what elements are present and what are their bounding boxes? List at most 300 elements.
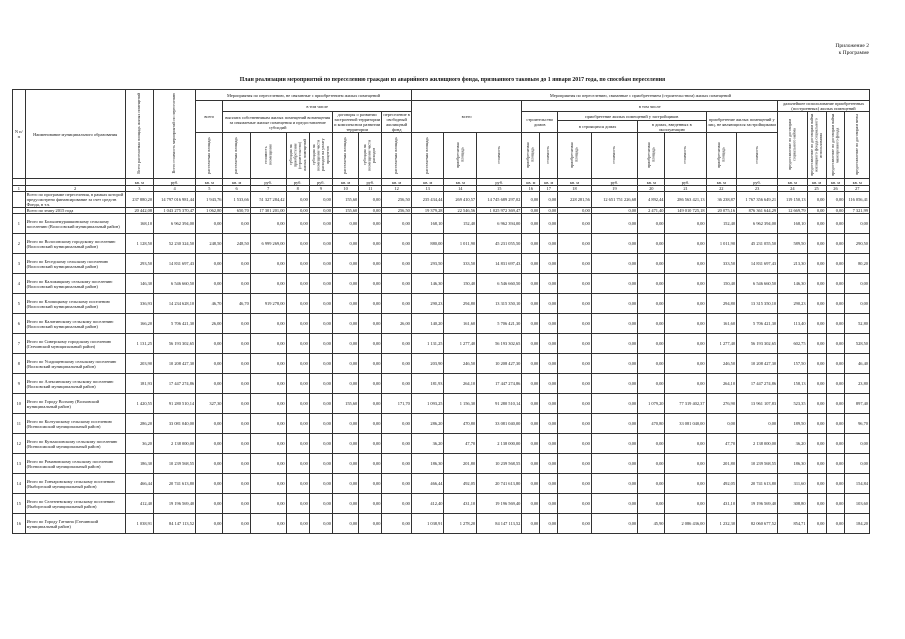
cell-col-13: 880,00: [411, 234, 444, 254]
cell-col-8: 0,00: [286, 414, 309, 434]
cell-col-5: 0,00: [196, 494, 223, 514]
cell-col-5: 0,00: [196, 454, 223, 474]
cell-col-4: 17 447 274,86: [154, 374, 196, 394]
units-row: [13, 179, 870, 186]
cell-col-3: 203,90: [125, 354, 153, 374]
cell-col-21: руб.: [665, 179, 706, 186]
cell-col-15: 2 138 000,00: [477, 434, 522, 454]
cell-col-6: кв. м: [223, 179, 250, 186]
header-f1: [778, 112, 807, 179]
cell-col-1: 14: [13, 474, 26, 494]
cell-col-27: 27: [845, 186, 870, 192]
cell-col-24: 311,60: [778, 474, 807, 494]
header-b-further: дальнейшее использование приобретенных (построенных) жилых помещений: [778, 101, 870, 112]
cell-col-13: 412,40: [411, 494, 444, 514]
cell-col-13: 1 093,25: [411, 394, 444, 414]
cell-col-22: 150,40: [706, 274, 737, 294]
cell-col-26: 0,00: [826, 354, 845, 374]
cell-col-5: 0,00: [196, 274, 223, 294]
cell-col-1: 4: [13, 274, 26, 294]
cell-col-24: 113,40: [778, 314, 807, 334]
cell-col-20: 470,80: [638, 414, 665, 434]
cell-col-26: 26: [826, 186, 845, 192]
cell-col-3: 181,93: [125, 374, 153, 394]
cell-col-11: 0,00: [359, 514, 382, 534]
cell-col-6: 0,00: [223, 334, 250, 354]
cell-col-20: 0,00: [638, 434, 665, 454]
cell-col-23: 876 361 644,29: [737, 208, 778, 214]
cell-col-19: 0,00: [591, 474, 637, 494]
cell-col-16: 0,00: [522, 394, 540, 414]
cell-col-17: 0,00: [540, 254, 558, 274]
header-f1-text: предоставление по договорам социального найма: [786, 119, 797, 170]
cell-col-14: 161,60: [444, 314, 477, 334]
cell-col-24: 189,50: [778, 414, 807, 434]
header-col7: [250, 133, 286, 179]
header-col5-text: расселяемая площадь: [205, 136, 211, 174]
cell-col-6: 0,00: [223, 414, 250, 434]
cell-col-27: 154,84: [845, 474, 870, 494]
cell-col-9: 0,00: [309, 474, 332, 494]
cell-col-3: 3: [125, 186, 153, 192]
cell-col-10: кв. м: [332, 179, 358, 186]
header-col12: [382, 133, 411, 179]
header-a-payments: выплата собственникам жилых помещений возмещения за изымаемые жилые помещения и предоставление субсидий: [223, 112, 332, 133]
cell-col-26: 0,00: [826, 494, 845, 514]
cell-col-24: кв. м: [778, 179, 807, 186]
cell-col-18: 0,00: [558, 208, 592, 214]
cell-col-23: 13 961 107,83: [737, 394, 778, 414]
cell-col-3: 466,44: [125, 474, 153, 494]
table-body: [13, 192, 870, 534]
header-col9-text: субсидия на возмещение части расходов на уплату процентов: [310, 138, 330, 172]
cell-col-19: 0,00: [591, 208, 637, 214]
cell-col-25: 0,00: [807, 454, 826, 474]
cell-col-16: 0,00: [522, 454, 540, 474]
cell-col-2: Итого по Беседскому сельскому поселению (Волосовский муниципальный район): [25, 254, 125, 274]
table-row: [13, 474, 870, 494]
cell-col-20: 0,00: [638, 374, 665, 394]
cell-col-21: 0,00: [665, 234, 706, 254]
cell-col-3: 1 128,50: [125, 234, 153, 254]
cell-col-7: 0,00: [250, 314, 286, 334]
cell-col-4: руб.: [154, 179, 196, 186]
cell-col-20: 0,00: [638, 254, 665, 274]
cell-col-11: 0,00: [359, 208, 382, 214]
cell-col-8: 8: [286, 186, 309, 192]
cell-col-20: 0,00: [638, 494, 665, 514]
cell-col-12: 0,00: [382, 474, 411, 494]
cell-col-23: 10 208 427,30: [737, 354, 778, 374]
cell-col-23: 1 767 356 649,21: [737, 192, 778, 208]
cell-col-25: 0,00: [807, 208, 826, 214]
cell-col-27: 23,80: [845, 374, 870, 394]
cell-col-20: 0,00: [638, 454, 665, 474]
document-title: План реализации мероприятий по переселению граждан из аварийного жилищного фонда, признанного таковым до 1 января 2017 года, по способам переселения: [239, 77, 666, 83]
cell-col-10: 0,00: [332, 414, 358, 434]
cell-col-18: 0,00: [558, 274, 592, 294]
cell-col-8: 0,00: [286, 434, 309, 454]
cell-col-16: 0,00: [522, 474, 540, 494]
cell-col-27: 0,00: [845, 294, 870, 314]
cell-col-19: 0,00: [591, 294, 637, 314]
cell-col-16: 0,00: [522, 514, 540, 534]
header-col10-text: расселяемая площадь: [342, 136, 348, 174]
cell-col-7: 0,00: [250, 494, 286, 514]
cell-col-7: 0,00: [250, 414, 286, 434]
cell-col-14: 1 278,20: [444, 514, 477, 534]
cell-col-27: 80,20: [845, 254, 870, 274]
cell-col-21: 0,00: [665, 494, 706, 514]
header-a-contracts: договоры о развитии застроенной территории и комплексном развитии территории: [334, 112, 381, 132]
cell-col-19: 19: [591, 186, 637, 192]
cell-col-9: 9: [309, 186, 332, 192]
cell-col-19: 0,00: [591, 354, 637, 374]
cell-col-21: 33 081 040,00: [665, 414, 706, 434]
header-col22-text: приобретаемая площадь: [715, 142, 726, 168]
cell-col-15: 5 706 421,30: [477, 314, 522, 334]
cell-col-15: 84 147 113,52: [477, 514, 522, 534]
cell-col-20: 0,00: [638, 274, 665, 294]
cell-col-25: 0,00: [807, 474, 826, 494]
header-col17-text: стоимость: [545, 146, 551, 164]
cell-col-17: 0,00: [540, 494, 558, 514]
cell-col-7: 0,00: [250, 334, 286, 354]
cell-col-16: 0,00: [522, 374, 540, 394]
cell-col-4: 14 234 628,10: [154, 294, 196, 314]
cell-col-1: 1: [13, 186, 26, 192]
cell-col-12: кв. м: [382, 179, 411, 186]
cell-col-5: 327,30: [196, 394, 223, 414]
table-row: [13, 294, 870, 314]
table-row: [13, 434, 870, 454]
table-row: [13, 234, 870, 254]
cell-col-7: 0,00: [250, 354, 286, 374]
cell-col-12: 0,00: [382, 434, 411, 454]
header-col12-text: расселяемая площадь: [393, 136, 399, 174]
cell-col-13: 293,50: [411, 254, 444, 274]
cell-col-2: Итого по Каложицкому сельскому поселению (Волосовский муниципальный район): [25, 274, 125, 294]
cell-col-27: 0,00: [845, 274, 870, 294]
cell-col-22: 431,10: [706, 494, 737, 514]
cell-col-10: 0,00: [332, 454, 358, 474]
cell-col-14: 431,10: [444, 494, 477, 514]
cell-col-19: 0,00: [591, 274, 637, 294]
cell-col-24: 146,30: [778, 274, 807, 294]
cell-col-17: 0,00: [540, 294, 558, 314]
cell-col-23: 13 315 350,10: [737, 294, 778, 314]
header-col23-text: стоимость: [753, 146, 759, 164]
cell-col-9: 0,00: [309, 192, 332, 208]
cell-col-16: 0,00: [522, 274, 540, 294]
cell-col-14: 264,10: [444, 374, 477, 394]
cell-col-19: 0,00: [591, 434, 637, 454]
cell-col-16: 0,00: [522, 254, 540, 274]
header-col13: [411, 133, 444, 179]
header-b-acq-other: приобретение жилых помещений у лиц, не являющихся застройщиками: [706, 112, 778, 133]
cell-col-15: 33 081 040,00: [477, 414, 522, 434]
header-b-in-ready: в домах, введенных в эксплуатацию: [638, 121, 706, 133]
cell-col-1: 12: [13, 434, 26, 454]
cell-col-12: 0,00: [382, 494, 411, 514]
cell-col-2: Итого по Городу Гатчина (Гатчинский муниципальный район): [25, 514, 125, 534]
cell-col-6: 0,00: [223, 394, 250, 414]
cell-col-11: 0,00: [359, 454, 382, 474]
cell-col-6: 0,00: [223, 454, 250, 474]
cell-col-24: 157,50: [778, 354, 807, 374]
cell-col-21: 0,00: [665, 374, 706, 394]
cell-col-11: 11: [359, 186, 382, 192]
cell-col-10: 0,00: [332, 434, 358, 454]
cell-col-15: 91 280 510,14: [477, 394, 522, 414]
cell-col-18: 0,00: [558, 294, 592, 314]
cell-col-13: 140,20: [411, 314, 444, 334]
cell-col-23: 10 239 568,55: [737, 454, 778, 474]
cell-col-4: 5 706 421,30: [154, 314, 196, 334]
header-group-a: Мероприятия по переселению, не связанные с приобретением жилых помещений: [196, 90, 412, 101]
cell-col-17: 0,00: [540, 314, 558, 334]
cell-col-18: 0,00: [558, 214, 592, 234]
cell-col-19: 0,00: [591, 374, 637, 394]
cell-col-22: 152,40: [706, 214, 737, 234]
table-row: [13, 254, 870, 274]
cell-col-16: 0,00: [522, 354, 540, 374]
cell-col-22: 47,70: [706, 434, 737, 454]
cell-col-11: 0,00: [359, 394, 382, 414]
cell-col-17: 0,00: [540, 434, 558, 454]
cell-col-22: 161,60: [706, 314, 737, 334]
cell-col-1: 15: [13, 494, 26, 514]
cell-col-22: 20 075,16: [706, 208, 737, 214]
cell-col-5: 26,00: [196, 314, 223, 334]
cell-col-26: 0,00: [826, 254, 845, 274]
header-col10: [332, 133, 358, 179]
cell-col-6: 0,00: [223, 434, 250, 454]
cell-col-22: 264,10: [706, 374, 737, 394]
cell-col-16: 0,00: [522, 234, 540, 254]
cell-col-17: 0,00: [540, 474, 558, 494]
cell-col-8: 0,00: [286, 214, 309, 234]
cell-col-21: 77 319 402,37: [665, 394, 706, 414]
cell-col-25: 0,00: [807, 394, 826, 414]
cell-col-16: 16: [522, 186, 540, 192]
cell-col-20: 20: [638, 186, 665, 192]
cell-col-1: 5: [13, 294, 26, 314]
cell-col-1: 6: [13, 314, 26, 334]
cell-col-20: 45,90: [638, 514, 665, 534]
cell-col-15: 6 546 660,50: [477, 274, 522, 294]
cell-col-15: 6 962 394,00: [477, 214, 522, 234]
cell-col-8: 0,00: [286, 454, 309, 474]
cell-col-2: Итого по Алексинскому сельскому поселению (Волховский муниципальный район): [25, 374, 125, 394]
cell-col-14: 269 410,57: [444, 192, 477, 208]
cell-col-25: 0,00: [807, 314, 826, 334]
cell-col-4: 14 831 697,43: [154, 254, 196, 274]
cell-col-15: руб.: [477, 179, 522, 186]
cell-col-5: 0,00: [196, 374, 223, 394]
cell-col-24: 186,30: [778, 454, 807, 474]
table-row: [13, 214, 870, 234]
cell-col-24: 290,23: [778, 294, 807, 314]
cell-col-15: 45 231 055,50: [477, 234, 522, 254]
cell-col-5: кв. м: [196, 179, 223, 186]
cell-col-11: 0,00: [359, 234, 382, 254]
cell-col-25: 0,00: [807, 254, 826, 274]
header-col9: [309, 133, 332, 179]
cell-col-5: 0,00: [196, 334, 223, 354]
table-header: [13, 90, 870, 179]
cell-col-17: 0,00: [540, 394, 558, 414]
cell-col-4: 52 230 324,50: [154, 234, 196, 254]
cell-col-7: руб.: [250, 179, 286, 186]
cell-col-8: 0,00: [286, 354, 309, 374]
cell-col-15: 10 239 568,55: [477, 454, 522, 474]
cell-col-19: 0,00: [591, 394, 637, 414]
cell-col-12: 0,00: [382, 334, 411, 354]
cell-col-3: 286,20: [125, 414, 153, 434]
cell-col-14: 22 546,56: [444, 208, 477, 214]
cell-col-19: руб.: [591, 179, 637, 186]
cell-col-20: 0,00: [638, 314, 665, 334]
cell-col-27: 103,60: [845, 494, 870, 514]
cell-col-19: 0,00: [591, 254, 637, 274]
header-b-incl: в том числе: [522, 101, 778, 112]
cell-col-9: 0,00: [309, 334, 332, 354]
cell-col-10: 0,00: [332, 314, 358, 334]
cell-col-13: 466,44: [411, 474, 444, 494]
cell-col-22: 1 277,40: [706, 334, 737, 354]
cell-col-9: 0,00: [309, 274, 332, 294]
cell-col-21: 0,00: [665, 474, 706, 494]
cell-col-13: 286,20: [411, 414, 444, 434]
cell-col-25: 0,00: [807, 234, 826, 254]
cell-col-23: 19 196 569,40: [737, 494, 778, 514]
cell-col-5: 1 062,80: [196, 208, 223, 214]
cell-col-24: 308,80: [778, 494, 807, 514]
cell-col-9: 0,00: [309, 454, 332, 474]
cell-col-25: 0,00: [807, 434, 826, 454]
header-b-build: строительство домов: [522, 112, 558, 133]
cell-col-14: 1 277,40: [444, 334, 477, 354]
cell-col-4: 91 280 510,14: [154, 394, 196, 414]
cell-col-17: 0,00: [540, 208, 558, 214]
cell-col-6: 0,00: [223, 214, 250, 234]
header-f2: [807, 112, 826, 179]
cell-col-16: 0,00: [522, 494, 540, 514]
cell-col-12: 0,00: [382, 374, 411, 394]
header-col21: [665, 133, 706, 179]
cell-col-15: 56 193 302,65: [477, 334, 522, 354]
cell-col-26: 0,00: [826, 434, 845, 454]
cell-col-3: 1 038,91: [125, 514, 153, 534]
header-col15-text: стоимость: [495, 146, 501, 164]
header-col23: [737, 133, 778, 179]
cell-col-13: 235 434,44: [411, 192, 444, 208]
cell-col-10: 0,00: [332, 334, 358, 354]
cell-col-3: 186,30: [125, 454, 153, 474]
cell-col-18: 0,00: [558, 494, 592, 514]
header-col19: [591, 133, 637, 179]
cell-col-15: 20 741 613,80: [477, 474, 522, 494]
cell-col-9: 0,00: [309, 514, 332, 534]
cell-col-9: 0,00: [309, 394, 332, 414]
cell-col-8: 0,00: [286, 394, 309, 414]
cell-col-27: 7 321,99: [845, 208, 870, 214]
cell-col-9: 0,00: [309, 294, 332, 314]
cell-col-2: Итого по Кузьмоловскому сельскому поселению (Всеволожский муниципальный район): [25, 434, 125, 454]
header-col22: [706, 133, 737, 179]
cell-col-18: 18: [558, 186, 592, 192]
cell-col-26: 0,00: [826, 454, 845, 474]
cell-col-18: 0,00: [558, 514, 592, 534]
cell-col-5: 0,00: [196, 434, 223, 454]
cell-col-11: 0,00: [359, 494, 382, 514]
cell-col-26: 0,00: [826, 234, 845, 254]
cell-col-27: 290,50: [845, 234, 870, 254]
cell-col-10: 0,00: [332, 234, 358, 254]
cell-col-5: 0,00: [196, 354, 223, 374]
cell-col-5: 0,00: [196, 414, 223, 434]
cell-col-21: 0,00: [665, 254, 706, 274]
cell-col-23: 56 193 302,65: [737, 334, 778, 354]
cell-col-5: 46,70: [196, 294, 223, 314]
cell-col-27: кв. м: [845, 179, 870, 186]
cell-col-21: 0,00: [665, 354, 706, 374]
cell-col-19: 0,00: [591, 414, 637, 434]
cell-col-20: 0,00: [638, 214, 665, 234]
cell-col-22: 492,05: [706, 474, 737, 494]
cell-col-10: 0,00: [332, 474, 358, 494]
header-f3: [826, 112, 845, 179]
cell-col-10: 0,00: [332, 294, 358, 314]
cell-col-11: 0,00: [359, 274, 382, 294]
cell-col-1: 9: [13, 374, 26, 394]
cell-col-12: 0,00: [382, 254, 411, 274]
cell-col-25: 0,00: [807, 274, 826, 294]
header-col14-text: приобретаемая площадь: [454, 142, 465, 168]
cell-col-17: 0,00: [540, 334, 558, 354]
cell-col-3: 336,93: [125, 294, 153, 314]
header-b-total: всего: [411, 101, 522, 133]
cell-col-24: 589,50: [778, 234, 807, 254]
cell-col-23: 23: [737, 186, 778, 192]
cell-col-10: 0,00: [332, 274, 358, 294]
cell-col-20: 0,00: [638, 474, 665, 494]
cell-col-14: 152,40: [444, 214, 477, 234]
cell-col-22: кв. м: [706, 179, 737, 186]
cell-col-7: 0,00: [250, 454, 286, 474]
cell-col-9: 0,00: [309, 254, 332, 274]
cell-col-13: 146,30: [411, 274, 444, 294]
cell-col-6: 0,00: [223, 494, 250, 514]
cell-col-13: 186,30: [411, 454, 444, 474]
cell-col-25: 0,00: [807, 214, 826, 234]
cell-col-18: 228 281,56: [558, 192, 592, 208]
cell-col-26: 0,00: [826, 514, 845, 534]
cell-col-26: 0,00: [826, 214, 845, 234]
cell-col-24: 523,35: [778, 394, 807, 414]
cell-col-5: 248,50: [196, 234, 223, 254]
header-f4-text: предоставление по договорам мены: [853, 113, 859, 176]
cell-col-25: 0,00: [807, 192, 826, 208]
cell-col-26: 0,00: [826, 208, 845, 214]
cell-col-17: 0,00: [540, 514, 558, 534]
cell-col-22: 201,80: [706, 454, 737, 474]
cell-col-22: 1 232,30: [706, 514, 737, 534]
cell-col-8: 0,00: [286, 514, 309, 534]
cell-col-15: 14 831 697,43: [477, 254, 522, 274]
cell-col-22: 0,00: [706, 414, 737, 434]
